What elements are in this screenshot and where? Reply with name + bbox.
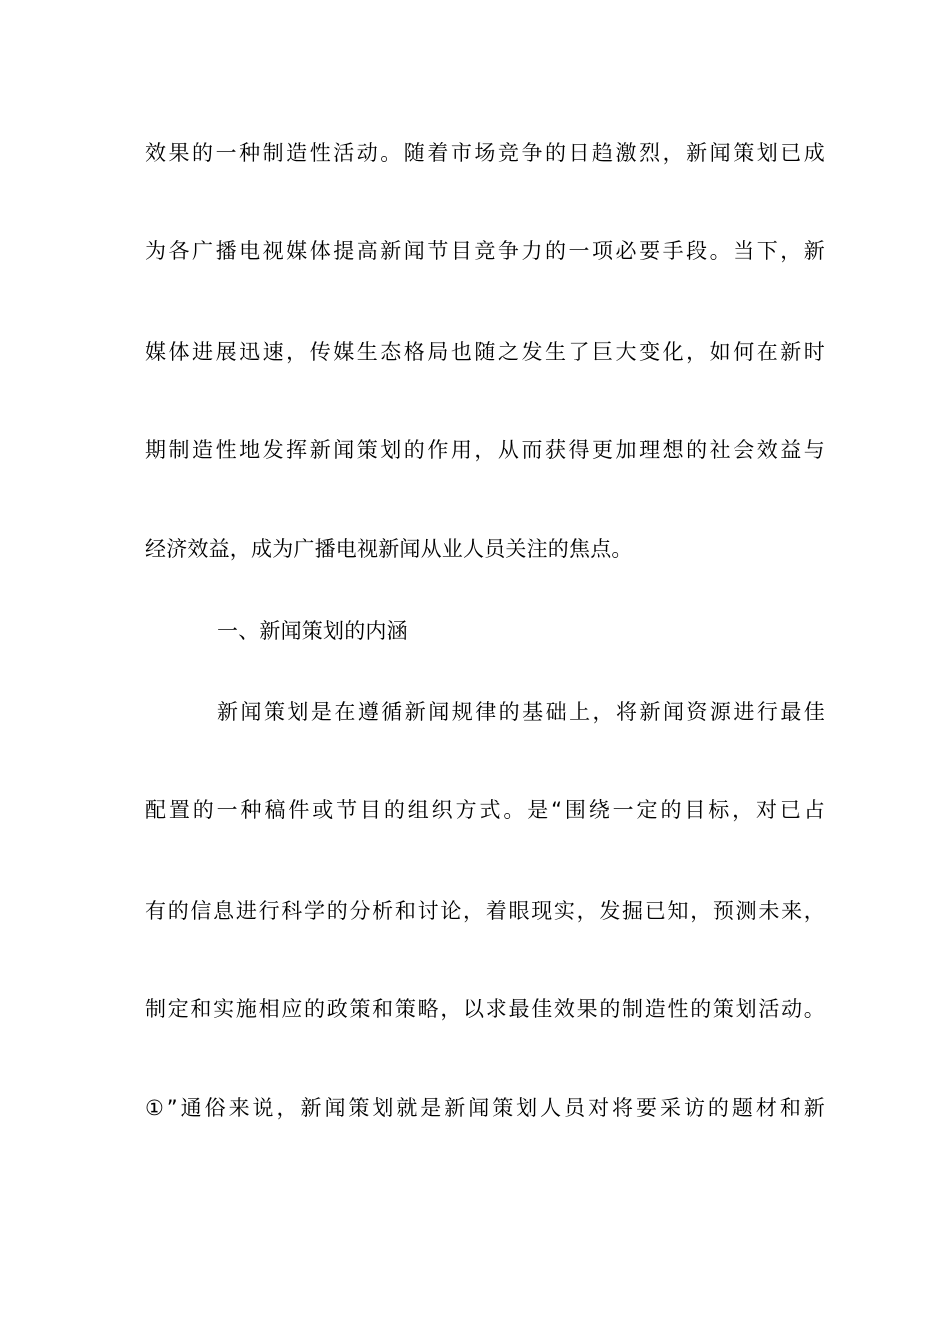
section-heading: 一、新闻策划的内涵 — [217, 619, 408, 643]
paragraph-line: ①”通俗来说，新闻策划就是新闻策划人员对将要采访的题材和新 — [145, 1096, 825, 1120]
paragraph-line: 经济效益，成为广播电视新闻从业人员关注的焦点。 — [145, 537, 633, 561]
paragraph-line: 为各广播电视媒体提高新闻节目竞争力的一项必要手段。当下，新 — [145, 239, 825, 263]
paragraph-line: 制定和实施相应的政策和策略，以求最佳效果的制造性的策划活动。 — [145, 997, 825, 1021]
paragraph-line: 配置的一种稿件或节目的组织方式。是“围绕一定的目标，对已占 — [145, 798, 825, 822]
paragraph-line: 效果的一种制造性活动。随着市场竞争的日趋激烈，新闻策划已成 — [145, 141, 825, 165]
paragraph-line: 期制造性地发挥新闻策划的作用，从而获得更加理想的社会效益与 — [145, 438, 825, 462]
paragraph-line: 媒体进展迅速，传媒生态格局也随之发生了巨大变化，如何在新时 — [145, 340, 825, 364]
paragraph-line: 新闻策划是在遵循新闻规律的基础上，将新闻资源进行最佳 — [217, 700, 825, 724]
paragraph-line: 有的信息进行科学的分析和讨论，着眼现实，发掘已知，预测未来， — [145, 899, 825, 923]
